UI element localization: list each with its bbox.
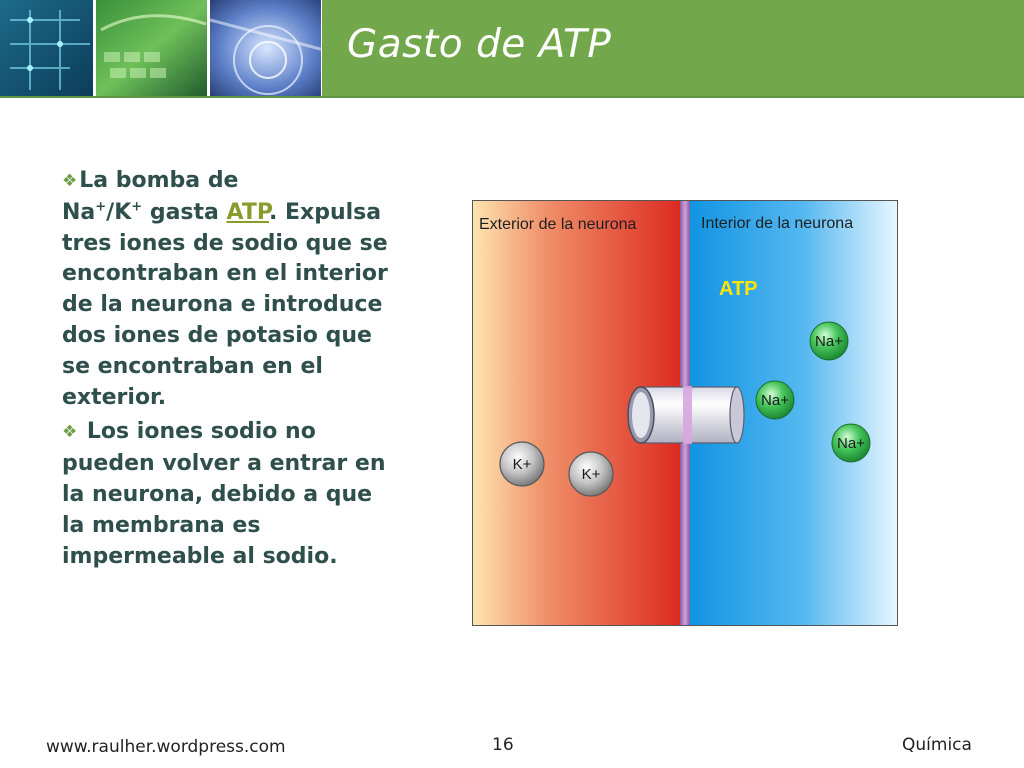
header-image-keyboard [96, 0, 210, 96]
paragraph-2-text: Los iones sodio no pueden volver a entrar en la neurona, debido a que la membrana es impermeable al sodio. [62, 419, 386, 569]
sodium-ion [756, 381, 794, 419]
sodium-symbol: Na [62, 199, 96, 225]
pump-diagram-svg [473, 201, 897, 625]
sodium-ion-label: Na+ [815, 333, 843, 350]
atp-diagram-label: ATP [719, 278, 758, 300]
paragraph-2 [62, 417, 392, 572]
potassium-symbol: /K [106, 199, 132, 225]
paragraph-1-intro: La bomba de [79, 168, 239, 193]
potassium-ion [569, 452, 613, 496]
footer-website: www.raulher.wordpress.com [46, 737, 286, 757]
header-rule [0, 96, 1024, 98]
pump-channel [628, 386, 744, 444]
sodium-ion-label: Na+ [761, 392, 789, 409]
exterior-label: Exterior de la neurona [479, 216, 637, 233]
slide-title: Gasto de ATP [347, 22, 612, 67]
sodium-ion [832, 424, 870, 462]
potassium-ion [500, 442, 544, 486]
potassium-ion-label: K+ [581, 466, 601, 483]
potassium-ion-label: K+ [512, 456, 532, 473]
sodium-ion-label: Na+ [837, 435, 865, 452]
footer-subject: Química [902, 735, 972, 755]
diamond-cluster-icon: ❖ [62, 422, 78, 443]
atp-link[interactable]: ATP [226, 199, 269, 225]
paragraph-1 [62, 166, 392, 413]
potassium-charge: + [131, 199, 143, 215]
interior-label: Interior de la neurona [701, 215, 854, 232]
diamond-cluster-icon: ❖ [62, 171, 78, 191]
footer-page-number: 16 [492, 735, 514, 755]
slide-header [0, 0, 1024, 98]
sodium-potassium-pump-diagram [472, 200, 898, 626]
slide-body [62, 166, 392, 576]
sodium-charge: + [95, 199, 107, 215]
paragraph-1-end: . Expulsa tres iones de sodio que se encontraban en el interior de la neurona e introduce dos iones de potasio que se encontraban en el exterior. [62, 199, 388, 410]
paragraph-1-mid: gasta [142, 199, 227, 225]
header-image-circuit [0, 0, 96, 96]
header-image-disc [210, 0, 324, 96]
sodium-ion [810, 322, 848, 360]
